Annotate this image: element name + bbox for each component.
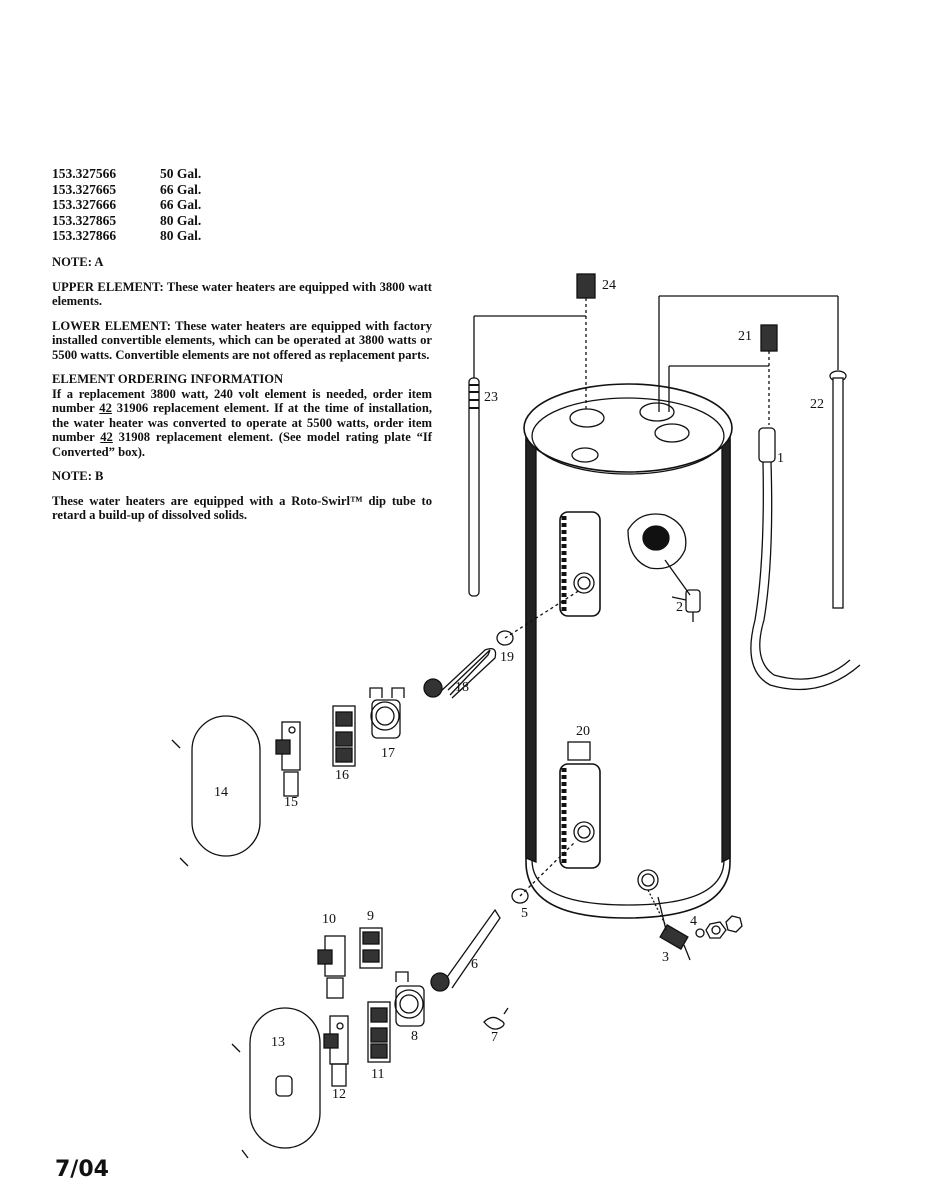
lower-access-opening [560, 764, 600, 868]
callout-21: 21 [738, 329, 752, 344]
model-row: 153.327665 66 Gal. [52, 181, 202, 197]
lower-element-note: LOWER ELEMENT: These water heaters are equipped with factory installed convertible elements, which can be operated at 3800 watts or 5500 watts. Convertible elements are not offered as replacement parts. [52, 318, 432, 362]
callout-1: 1 [777, 451, 784, 466]
upper-access-opening [560, 512, 600, 616]
upper-thermostat-17 [370, 688, 404, 738]
drain-valve-parts [696, 916, 742, 938]
insulation-bracket-10 [318, 936, 345, 998]
insulation-bracket-15 [276, 722, 300, 796]
callout-18: 18 [455, 680, 469, 695]
outlet-pipe-22 [830, 371, 846, 608]
model-row: 153.327566 50 Gal. [52, 166, 202, 181]
upper-element-note: UPPER ELEMENT: These water heaters are equipped with 3800 watt elements. [52, 279, 432, 308]
callout-22: 22 [810, 397, 824, 412]
note-b-title: NOTE: B [52, 469, 104, 483]
callout-6: 6 [471, 957, 478, 972]
note-a-title: NOTE: A [52, 255, 104, 269]
callout-12: 12 [332, 1087, 346, 1102]
callout-20: 20 [576, 724, 590, 739]
callout-19: 19 [500, 650, 514, 665]
callout-8: 8 [411, 1029, 418, 1044]
insulation-bracket-12 [324, 1016, 348, 1086]
callout-23: 23 [484, 390, 498, 405]
model-row: 153.327666 66 Gal. [52, 197, 202, 212]
lower-thermostat-11 [368, 1002, 390, 1062]
inlet-nipple-21 [761, 325, 777, 425]
model-row: 153.327866 80 Gal. [52, 228, 202, 243]
callout-13: 13 [271, 1035, 285, 1050]
element-bracket-7 [484, 1008, 508, 1029]
callout-3: 3 [662, 950, 669, 965]
callout-11: 11 [371, 1067, 385, 1082]
callout-15: 15 [284, 795, 298, 810]
callout-4: 4 [690, 914, 697, 929]
anode-rod-23 [469, 316, 479, 596]
lower-thermostat-8 [395, 972, 424, 1026]
upper-thermostat-16 [333, 706, 355, 766]
ordering-title: ELEMENT ORDERING INFORMATION [52, 372, 284, 386]
lower-thermostat-9 [360, 928, 382, 968]
callout-24: 24 [602, 278, 616, 293]
callout-17: 17 [381, 746, 395, 761]
callout-5: 5 [521, 906, 528, 921]
tank [524, 384, 732, 918]
footer-date: 7/04 [55, 1157, 109, 1182]
callout-7: 7 [491, 1030, 498, 1045]
callout-2: 2 [676, 600, 683, 615]
model-row: 153.327865 80 Gal. [52, 212, 202, 228]
lower-access-cover-13 [232, 1008, 320, 1158]
note-b-text: These water heaters are equipped with a Roto-Swirl™ dip tube to retard a build-up of dissolved solids. [52, 493, 432, 522]
callouts [214, 278, 824, 1102]
ordering-text: If a replacement 3800 watt, 240 volt element is needed, order item number 42 31906 replacement element. If at the time of installation, the water heater was converted to operate at 5500 watts, order item number 42 31908 replacement element. (See model rating plate “If Converted” box). [52, 386, 432, 459]
callout-10: 10 [322, 912, 336, 927]
callout-14: 14 [214, 785, 228, 800]
callout-9: 9 [367, 909, 374, 924]
callout-16: 16 [335, 768, 349, 783]
